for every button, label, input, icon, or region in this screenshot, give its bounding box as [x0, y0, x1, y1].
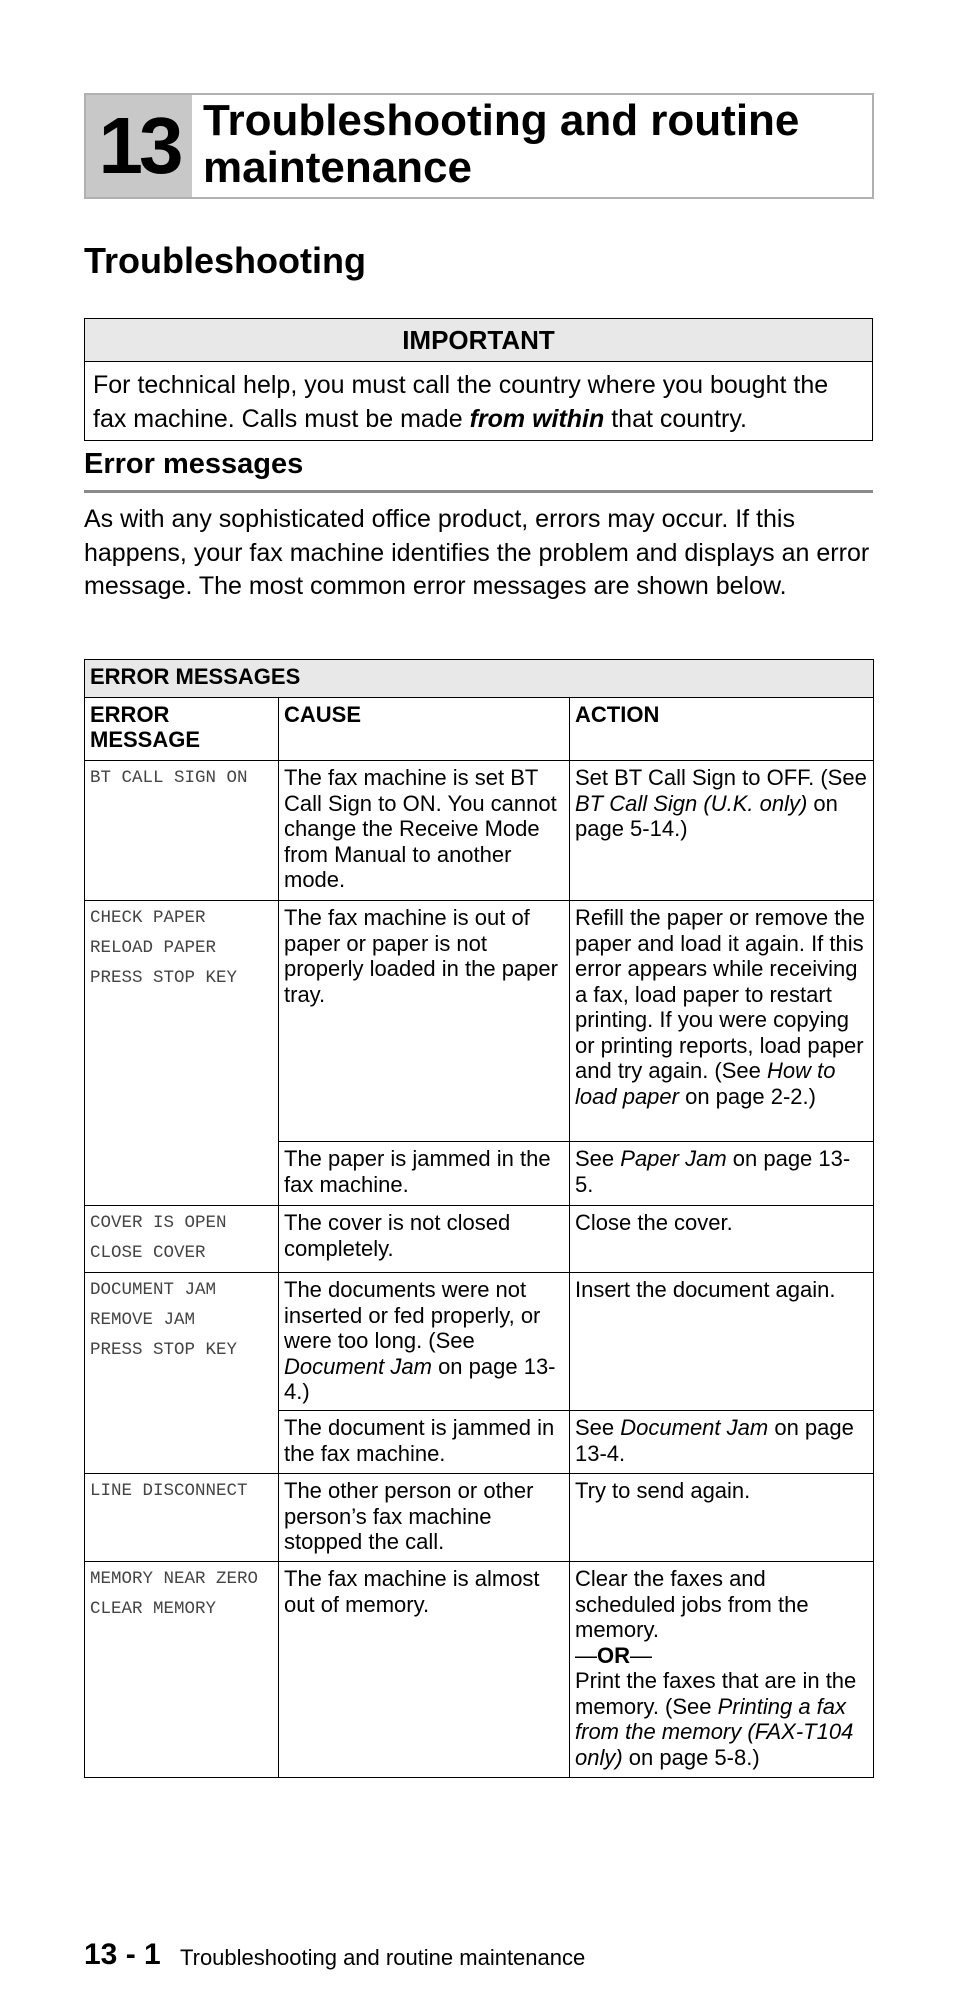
- table-row: [85, 1142, 874, 1206]
- cause: The documents were not inserted or fed properly, or were too long. (See Document Jam on page 13-4.): [279, 1273, 570, 1411]
- table-row: [85, 1273, 874, 1411]
- table-title: ERROR MESSAGES: [85, 660, 874, 698]
- error-message-continued: [85, 1142, 279, 1206]
- chapter-banner: [84, 93, 874, 199]
- action: Refill the paper or remove the paper and load it again. If this error appears while receiving a fax, load paper to restart printing. If you were copying or printing reports, load paper and try again. (See How to load paper on page 2-2.): [570, 901, 874, 1142]
- subsection-title: Error messages: [84, 448, 304, 480]
- action: See Paper Jam on page 13-5.: [570, 1142, 874, 1206]
- important-emphasis: from within: [469, 405, 605, 433]
- column-header-action: ACTION: [570, 698, 874, 761]
- action: Insert the document again.: [570, 1273, 874, 1411]
- table-row: [85, 1562, 874, 1778]
- table-row: [85, 1411, 874, 1474]
- cause: The fax machine is out of paper or paper is not properly loaded in the paper tray.: [279, 901, 570, 1142]
- error-message: LINE DISCONNECT: [85, 1474, 279, 1562]
- table-row: [85, 1206, 874, 1273]
- important-box: [84, 318, 873, 441]
- cause: The paper is jammed in the fax machine.: [279, 1142, 570, 1206]
- chapter-number: 13: [86, 95, 192, 197]
- error-message: DOCUMENT JAM REMOVE JAM PRESS STOP KEY: [85, 1273, 279, 1411]
- important-text-before: For technical help, you must call the country where you bought the fax machine. Calls must be made: [93, 371, 829, 433]
- error-message-continued: [85, 1411, 279, 1474]
- section-title: Troubleshooting: [84, 240, 366, 281]
- column-header-error-message: ERROR MESSAGE: [85, 698, 279, 761]
- error-message: CHECK PAPER RELOAD PAPER PRESS STOP KEY: [85, 901, 279, 1142]
- page-number: 13 - 1: [84, 1938, 161, 1971]
- action: Set BT Call Sign to OFF. (See BT Call Sign (U.K. only) on page 5-14.): [570, 761, 874, 901]
- action: See Document Jam on page 13-4.: [570, 1411, 874, 1474]
- cause: The other person or other person’s fax machine stopped the call.: [279, 1474, 570, 1562]
- important-text: [85, 362, 872, 440]
- action: Close the cover.: [570, 1206, 874, 1273]
- error-messages-table: [84, 659, 874, 1778]
- important-heading: IMPORTANT: [85, 319, 872, 362]
- subsection-rule: [84, 490, 873, 493]
- error-message: MEMORY NEAR ZERO CLEAR MEMORY: [85, 1562, 279, 1778]
- error-message: BT CALL SIGN ON: [85, 761, 279, 901]
- column-header-cause: CAUSE: [279, 698, 570, 761]
- action: Clear the faxes and scheduled jobs from the memory. —OR— Print the faxes that are in the memory. (See Printing a fax from the memory (FAX-T104 only) on page 5-8.): [570, 1562, 874, 1778]
- table-row: [85, 1474, 874, 1562]
- footer-text: Troubleshooting and routine maintenance: [180, 1945, 586, 1970]
- chapter-title: Troubleshooting and routine maintenance: [203, 96, 800, 192]
- cause: The fax machine is almost out of memory.: [279, 1562, 570, 1778]
- cause: The cover is not closed completely.: [279, 1206, 570, 1273]
- error-message: COVER IS OPEN CLOSE COVER: [85, 1206, 279, 1273]
- table-row: [85, 761, 874, 901]
- table-row: [85, 901, 874, 1142]
- intro-paragraph: As with any sophisticated office product, errors may occur. If this happens, your fax machine identifies the problem and displays an error message. The most common error messages are shown below.: [84, 505, 870, 600]
- action: Try to send again.: [570, 1474, 874, 1562]
- cause: The fax machine is set BT Call Sign to ON. You cannot change the Receive Mode from Manual to another mode.: [279, 761, 570, 901]
- important-text-after: that country.: [604, 405, 747, 433]
- cause: The document is jammed in the fax machine.: [279, 1411, 570, 1474]
